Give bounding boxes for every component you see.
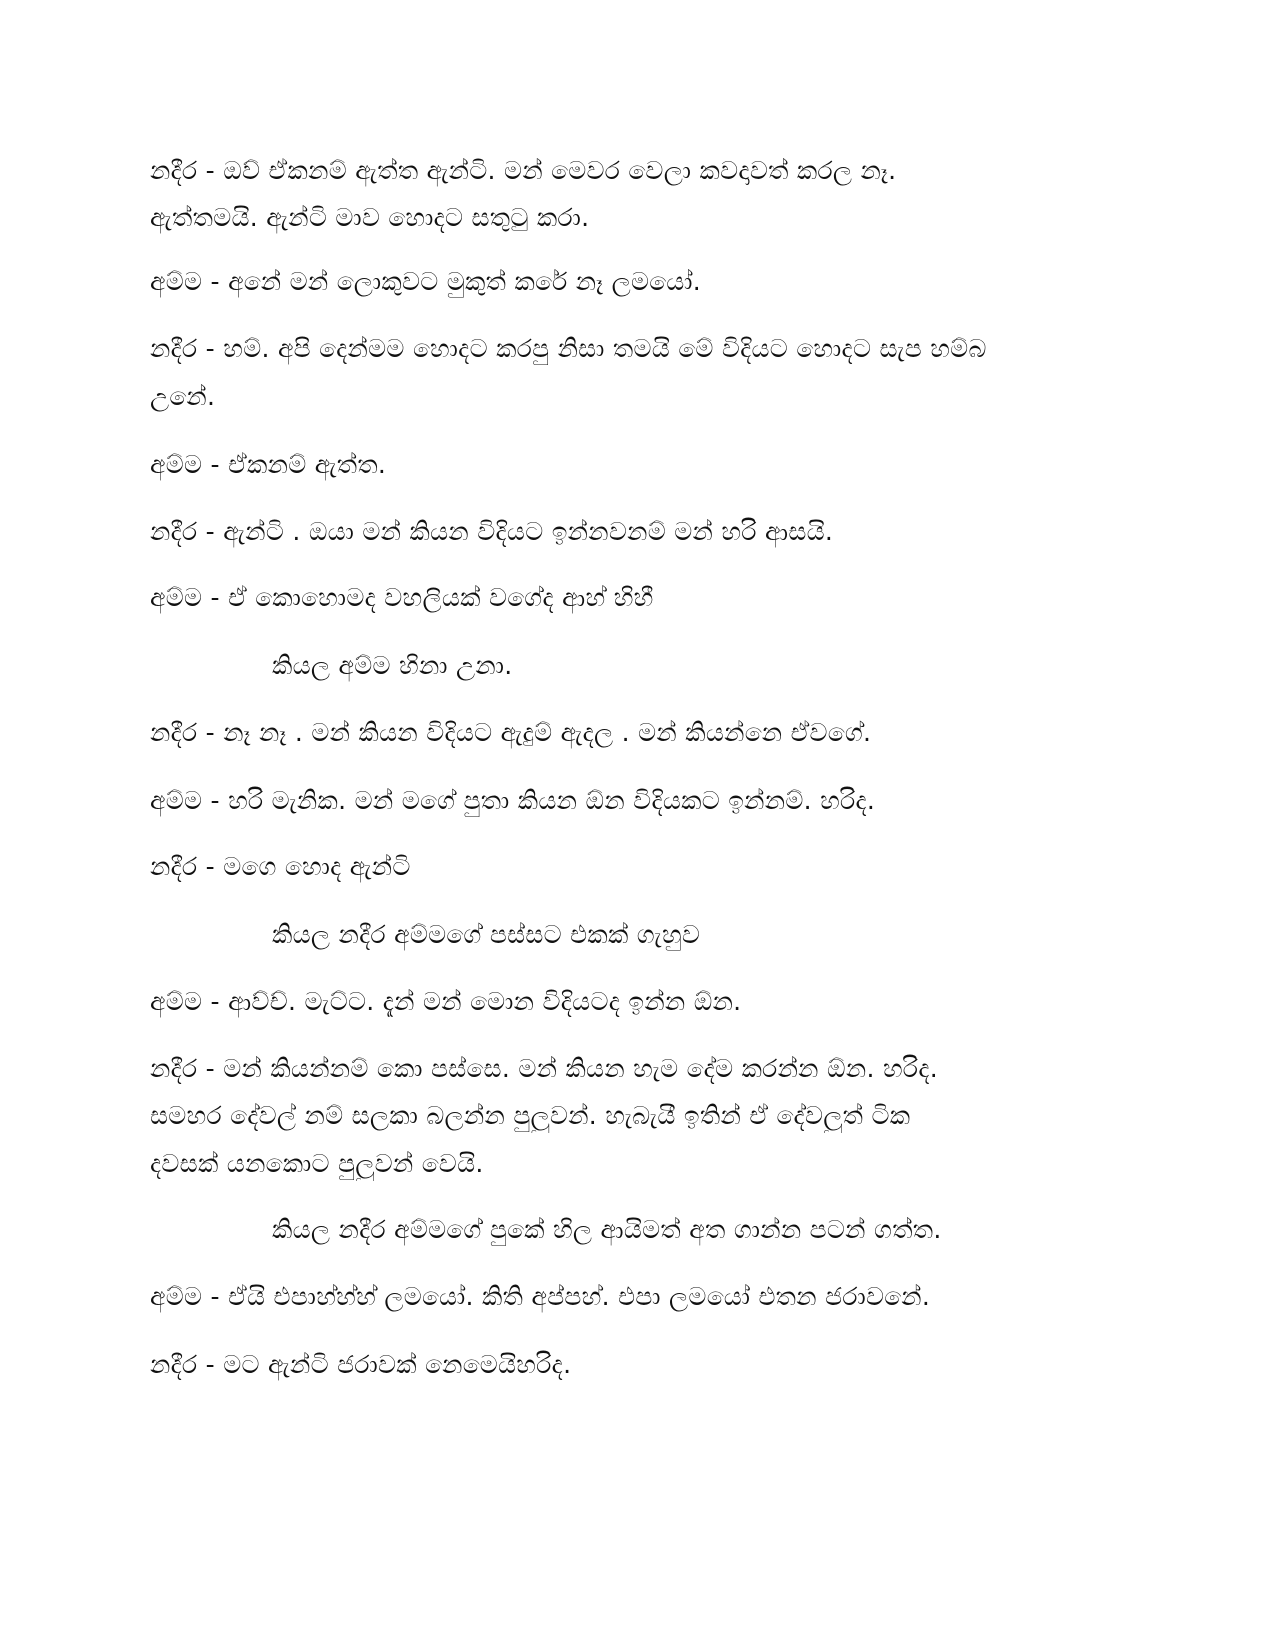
dialogue-line: අම්ම - හරි මැනික. මන් මගේ පුතා කියන ඕන විදියකට ඉන්නම්. හරිද.	[150, 786, 876, 815]
narration-line: කියල අම්ම හිනා උනා.	[272, 651, 513, 680]
dialogue-line: නදීර - නෑ නෑ . මන් කියන විදියට ඇදුම් ඇදල . මන් කියන්නෙ ඒවගේ.	[150, 718, 872, 747]
dialogue-line: උනේ.	[150, 382, 216, 411]
dialogue-line: නදීර - මට ඇන්ටි ජරාවක් නෙමෙයිහරිද.	[150, 1350, 572, 1379]
dialogue-line: නදීර - ඔව් ඒකනම් ඇත්ත ඇන්ටි. මන් මෙවර වෙලා කවදාවත් කරල නෑ.	[150, 156, 897, 185]
dialogue-line: නදීර - හම්. අපි දෙන්මම හොදට කරපු නිසා තමයි මේ විදියට හොදට සැප හම්බ	[150, 334, 987, 363]
dialogue-line: අම්ම - ඒයි එපාහ්හ්හ් ලමයෝ. කිති අප්පහ්. එපා ලමයෝ එතන ජරාවනේ.	[150, 1282, 931, 1311]
dialogue-line: අම්ම - ආව්ච්. මැට්ට. දැන් මන් මොන විදියටද ඉන්න ඕන.	[150, 987, 742, 1016]
dialogue-line: දවසක් යනකොට පුලුවන් වෙයි.	[150, 1149, 484, 1178]
dialogue-line: සමහර දේවල් නම් සලකා බලන්න පුලුවන්. හැබැයී ඉතින් ඒ දේවලුත් ටික	[150, 1101, 911, 1130]
dialogue-line: අම්ම - අනේ මන් ලොකුවට මුකුත් කරේ නෑ ලමයෝ.	[150, 267, 702, 296]
narration-line: කියල නදීර අම්මගේ පුකේ හිල ආයිමත් අත ගාන්න පටන් ගත්ත.	[272, 1215, 942, 1244]
dialogue-line: නදීර - මන් කියන්නම් කො පස්සෙ. මන් කියන හැම දේම කරන්න ඕන. හරිද.	[150, 1054, 938, 1083]
dialogue-line: නදීර - මගෙ හොද ඇන්ටි	[150, 852, 411, 881]
dialogue-line: ඇත්තමයි. ඇන්ටි මාව හොදට සතුටු කරා.	[150, 203, 590, 232]
dialogue-line: අම්ම - ඒ කොහොමද වහලියක් වගේද ආහ් හිහී	[150, 583, 654, 612]
dialogue-line: අම්ම - ඒකනම් ඇත්ත.	[150, 450, 387, 479]
narration-line: කියල නදීර අම්මගේ පස්සට එකක් ගැහුව	[272, 920, 701, 949]
dialogue-line: නදීර - ඇන්ටි . ඔයා මන් කියන විදියට ඉන්නවනම් මන් හරි ආසයි.	[150, 517, 834, 546]
